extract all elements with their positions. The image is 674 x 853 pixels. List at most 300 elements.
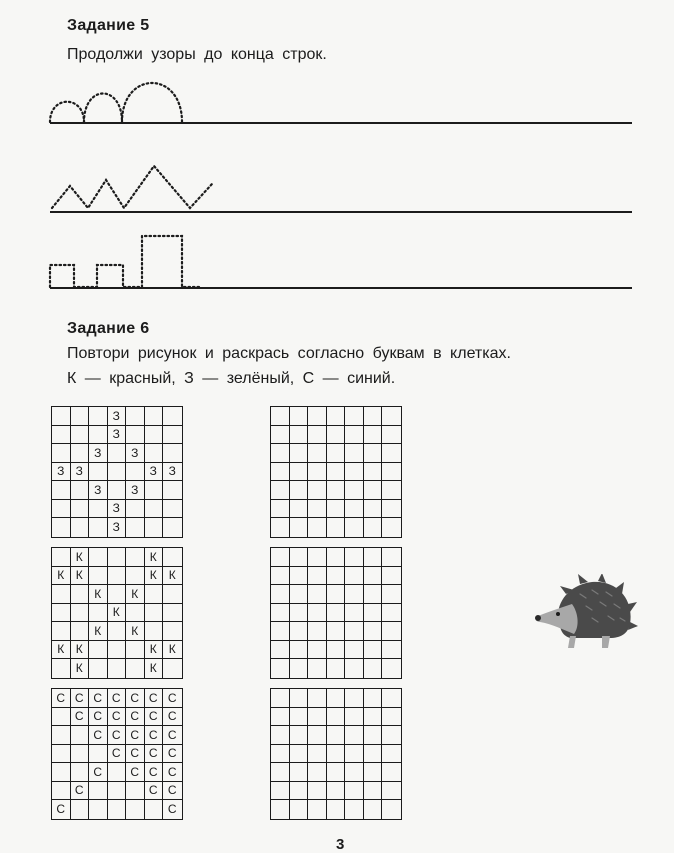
- practice-cell[interactable]: [382, 689, 401, 708]
- practice-cell[interactable]: [345, 407, 364, 426]
- practice-cell[interactable]: [345, 763, 364, 782]
- practice-cell[interactable]: [382, 585, 401, 604]
- practice-cell[interactable]: [382, 426, 401, 445]
- practice-cell[interactable]: [345, 500, 364, 519]
- grid-cell: [145, 800, 164, 819]
- grid-cell: [89, 641, 108, 660]
- practice-cell[interactable]: [382, 622, 401, 641]
- grid-letter-cell: К: [163, 641, 182, 660]
- practice-cell[interactable]: [271, 763, 290, 782]
- practice-cell[interactable]: [290, 689, 309, 708]
- grid-cell: [145, 622, 164, 641]
- practice-cell[interactable]: [290, 481, 309, 500]
- grid-letter-cell: К: [71, 659, 90, 678]
- grid-letter-cell: С: [108, 708, 127, 727]
- practice-cell[interactable]: [327, 689, 346, 708]
- grid-letter-cell: С: [126, 708, 145, 727]
- grid-cell: [163, 622, 182, 641]
- practice-cell[interactable]: [308, 800, 327, 819]
- practice-cell[interactable]: [308, 567, 327, 586]
- practice-cell[interactable]: [345, 745, 364, 764]
- practice-cell[interactable]: [382, 782, 401, 801]
- practice-cell[interactable]: [271, 622, 290, 641]
- practice-cell[interactable]: [308, 782, 327, 801]
- blue-example-grid: [51, 688, 183, 820]
- practice-cell[interactable]: [345, 567, 364, 586]
- grid-cell: [145, 407, 164, 426]
- practice-cell[interactable]: [308, 481, 327, 500]
- practice-cell[interactable]: [308, 407, 327, 426]
- grid-cell: [89, 426, 108, 445]
- practice-cell[interactable]: [345, 782, 364, 801]
- green-example-grid: [51, 406, 183, 538]
- practice-cell[interactable]: [271, 800, 290, 819]
- practice-cell[interactable]: [364, 481, 383, 500]
- practice-cell[interactable]: [345, 708, 364, 727]
- grid-cell: [89, 659, 108, 678]
- grid-letter-cell: С: [163, 745, 182, 764]
- grid-cell: [126, 407, 145, 426]
- grid-cell: [89, 500, 108, 519]
- grid-cell: [126, 426, 145, 445]
- practice-cell[interactable]: [271, 407, 290, 426]
- grid-letter-cell: С: [145, 689, 164, 708]
- task-5-instruction: Продолжи узоры до конца строк.: [67, 46, 327, 63]
- grid-cell: [163, 444, 182, 463]
- practice-cell[interactable]: [382, 745, 401, 764]
- practice-cell[interactable]: [327, 463, 346, 482]
- hedgehog-nose: [535, 615, 541, 621]
- practice-cell[interactable]: [364, 518, 383, 537]
- grid-letter-cell: С: [126, 689, 145, 708]
- practice-cell[interactable]: [327, 708, 346, 727]
- grid-letter-cell: З: [71, 463, 90, 482]
- grid-letter-cell: С: [145, 782, 164, 801]
- grid-cell: [163, 426, 182, 445]
- practice-cell[interactable]: [290, 800, 309, 819]
- grid-cell: [108, 444, 127, 463]
- practice-cell[interactable]: [308, 426, 327, 445]
- hedgehog-leg-back: [602, 636, 610, 648]
- practice-cell[interactable]: [364, 567, 383, 586]
- practice-cell[interactable]: [327, 763, 346, 782]
- practice-cell[interactable]: [345, 726, 364, 745]
- practice-cell[interactable]: [327, 800, 346, 819]
- practice-cell[interactable]: [364, 745, 383, 764]
- grid-letter-cell: С: [163, 708, 182, 727]
- grid-letter-cell: К: [71, 641, 90, 660]
- grid-letter-cell: К: [108, 604, 127, 623]
- practice-cell[interactable]: [327, 659, 346, 678]
- grid-cell: [145, 500, 164, 519]
- blue-practice-grid[interactable]: [270, 688, 402, 820]
- grid-letter-cell: С: [145, 745, 164, 764]
- grid-letter-cell: С: [89, 726, 108, 745]
- practice-cell[interactable]: [308, 689, 327, 708]
- grid-cell: [52, 745, 71, 764]
- practice-cell[interactable]: [290, 585, 309, 604]
- practice-cell[interactable]: [271, 500, 290, 519]
- grid-cell: [52, 407, 71, 426]
- grid-cell: [108, 548, 127, 567]
- grid-letter-cell: З: [108, 500, 127, 519]
- practice-cell[interactable]: [382, 500, 401, 519]
- grid-cell: [145, 585, 164, 604]
- grid-cell: [89, 463, 108, 482]
- hedgehog-leg-front: [568, 636, 576, 648]
- practice-cell[interactable]: [364, 659, 383, 678]
- grid-cell: [52, 763, 71, 782]
- grid-letter-cell: С: [108, 745, 127, 764]
- grid-letter-cell: З: [89, 444, 108, 463]
- grid-cell: [89, 407, 108, 426]
- grid-letter-cell: С: [89, 689, 108, 708]
- practice-cell[interactable]: [308, 641, 327, 660]
- practice-cell[interactable]: [308, 444, 327, 463]
- arch-pattern: [50, 83, 182, 122]
- grid-letter-cell: З: [163, 463, 182, 482]
- grid-letter-cell: З: [89, 481, 108, 500]
- practice-cell[interactable]: [327, 622, 346, 641]
- green-practice-grid[interactable]: [270, 406, 402, 538]
- grid-cell: [89, 518, 108, 537]
- grid-cell: [108, 763, 127, 782]
- practice-cell[interactable]: [345, 622, 364, 641]
- practice-cell[interactable]: [290, 782, 309, 801]
- task-6-instruction-line-2: К — красный, З — зелёный, С — синий.: [67, 370, 396, 387]
- practice-cell[interactable]: [364, 604, 383, 623]
- practice-cell[interactable]: [382, 407, 401, 426]
- practice-cell[interactable]: [308, 463, 327, 482]
- grid-cell: [163, 548, 182, 567]
- practice-cell[interactable]: [271, 585, 290, 604]
- grid-cell: [145, 604, 164, 623]
- grid-letter-cell: С: [126, 745, 145, 764]
- practice-cell[interactable]: [308, 585, 327, 604]
- grid-cell: [71, 481, 90, 500]
- practice-cell[interactable]: [290, 622, 309, 641]
- grid-cell: [71, 407, 90, 426]
- practice-cell[interactable]: [308, 500, 327, 519]
- grid-cell: [126, 800, 145, 819]
- grid-cell: [52, 500, 71, 519]
- red-example-grid: [51, 547, 183, 679]
- grid-cell: [108, 463, 127, 482]
- practice-cell[interactable]: [327, 518, 346, 537]
- grid-cell: [108, 641, 127, 660]
- grid-cell: [145, 518, 164, 537]
- practice-cell[interactable]: [364, 800, 383, 819]
- practice-cell[interactable]: [308, 622, 327, 641]
- zigzag-pattern: [52, 166, 212, 208]
- practice-cell[interactable]: [327, 426, 346, 445]
- grid-cell: [108, 622, 127, 641]
- grid-cell: [52, 622, 71, 641]
- grid-letter-cell: К: [126, 622, 145, 641]
- practice-cell[interactable]: [308, 518, 327, 537]
- grid-cell: [52, 426, 71, 445]
- practice-cell[interactable]: [290, 548, 309, 567]
- grid-letter-cell: К: [89, 622, 108, 641]
- practice-cell[interactable]: [364, 426, 383, 445]
- practice-cell[interactable]: [271, 708, 290, 727]
- grid-letter-cell: С: [71, 708, 90, 727]
- grid-letter-cell: С: [163, 763, 182, 782]
- grid-cell: [89, 745, 108, 764]
- practice-cell[interactable]: [364, 622, 383, 641]
- practice-cell[interactable]: [382, 641, 401, 660]
- practice-cell[interactable]: [327, 641, 346, 660]
- practice-cell[interactable]: [345, 481, 364, 500]
- grid-cell: [145, 481, 164, 500]
- hedgehog-eye: [556, 612, 560, 616]
- practice-cell[interactable]: [382, 763, 401, 782]
- grid-cell: [108, 585, 127, 604]
- practice-cell[interactable]: [327, 726, 346, 745]
- practice-cell[interactable]: [327, 585, 346, 604]
- grid-letter-cell: З: [126, 481, 145, 500]
- grid-letter-cell: К: [145, 641, 164, 660]
- grid-cell: [108, 567, 127, 586]
- practice-cell[interactable]: [290, 726, 309, 745]
- practice-cell[interactable]: [327, 481, 346, 500]
- grid-cell: [163, 659, 182, 678]
- practice-cell[interactable]: [271, 604, 290, 623]
- grid-letter-cell: З: [108, 407, 127, 426]
- grid-cell: [163, 604, 182, 623]
- grid-cell: [108, 481, 127, 500]
- grid-letter-cell: З: [145, 463, 164, 482]
- practice-cell[interactable]: [271, 689, 290, 708]
- grid-cell: [52, 604, 71, 623]
- practice-cell[interactable]: [382, 708, 401, 727]
- grid-cell: [89, 567, 108, 586]
- practice-cell[interactable]: [345, 585, 364, 604]
- practice-cell[interactable]: [382, 444, 401, 463]
- grid-cell: [52, 782, 71, 801]
- practice-cell[interactable]: [364, 708, 383, 727]
- task-6-title: Задание 6: [67, 320, 150, 337]
- practice-cell[interactable]: [290, 659, 309, 678]
- practice-cell[interactable]: [345, 518, 364, 537]
- practice-cell[interactable]: [271, 726, 290, 745]
- practice-cell[interactable]: [290, 763, 309, 782]
- practice-cell[interactable]: [364, 444, 383, 463]
- practice-cell[interactable]: [308, 763, 327, 782]
- practice-cell[interactable]: [364, 585, 383, 604]
- grid-letter-cell: К: [163, 567, 182, 586]
- practice-cell[interactable]: [364, 782, 383, 801]
- grid-cell: [52, 726, 71, 745]
- square-wave-pattern: [50, 236, 200, 287]
- practice-cell[interactable]: [290, 426, 309, 445]
- practice-cell[interactable]: [327, 444, 346, 463]
- grid-cell: [71, 726, 90, 745]
- practice-cell[interactable]: [364, 726, 383, 745]
- task-5-title: Задание 5: [67, 17, 150, 34]
- practice-cell[interactable]: [364, 689, 383, 708]
- grid-cell: [126, 548, 145, 567]
- practice-cell[interactable]: [271, 567, 290, 586]
- grid-cell: [71, 426, 90, 445]
- grid-cell: [52, 444, 71, 463]
- practice-cell[interactable]: [364, 641, 383, 660]
- practice-cell[interactable]: [290, 745, 309, 764]
- practice-cell[interactable]: [382, 463, 401, 482]
- grid-letter-cell: К: [71, 548, 90, 567]
- grid-cell: [163, 585, 182, 604]
- grid-cell: [71, 800, 90, 819]
- practice-cell[interactable]: [345, 444, 364, 463]
- grid-letter-cell: З: [108, 426, 127, 445]
- grid-cell: [89, 604, 108, 623]
- practice-cell[interactable]: [290, 463, 309, 482]
- grid-letter-cell: С: [89, 763, 108, 782]
- grid-cell: [163, 407, 182, 426]
- grid-letter-cell: З: [52, 463, 71, 482]
- grid-letter-cell: С: [126, 763, 145, 782]
- practice-cell[interactable]: [345, 659, 364, 678]
- grid-letter-cell: С: [71, 689, 90, 708]
- practice-cell[interactable]: [345, 641, 364, 660]
- practice-cell[interactable]: [327, 745, 346, 764]
- grid-letter-cell: С: [108, 726, 127, 745]
- grid-cell: [145, 444, 164, 463]
- practice-cell[interactable]: [345, 463, 364, 482]
- grid-cell: [163, 500, 182, 519]
- red-practice-grid[interactable]: [270, 547, 402, 679]
- grid-letter-cell: С: [108, 689, 127, 708]
- grid-cell: [126, 518, 145, 537]
- practice-cell[interactable]: [271, 782, 290, 801]
- practice-cell[interactable]: [271, 745, 290, 764]
- practice-cell[interactable]: [308, 708, 327, 727]
- practice-cell[interactable]: [290, 407, 309, 426]
- practice-cell[interactable]: [290, 500, 309, 519]
- grid-letter-cell: С: [167, 802, 177, 817]
- practice-cell[interactable]: [271, 641, 290, 660]
- grid-cell: [108, 800, 127, 819]
- grid-cell: [71, 763, 90, 782]
- grid-cell: [126, 463, 145, 482]
- grid-letter-cell: С: [52, 689, 71, 708]
- grid-cell: [163, 518, 182, 537]
- practice-cell[interactable]: [327, 604, 346, 623]
- grid-cell: [163, 481, 182, 500]
- practice-cell[interactable]: [327, 548, 346, 567]
- practice-cell[interactable]: [271, 463, 290, 482]
- practice-cell[interactable]: [290, 604, 309, 623]
- practice-cell[interactable]: [345, 426, 364, 445]
- practice-cell[interactable]: [327, 500, 346, 519]
- practice-cell[interactable]: [345, 548, 364, 567]
- practice-cell[interactable]: [271, 444, 290, 463]
- practice-cell[interactable]: [308, 659, 327, 678]
- practice-cell[interactable]: [290, 567, 309, 586]
- grid-letter-cell: С: [126, 726, 145, 745]
- practice-cell[interactable]: [271, 659, 290, 678]
- practice-cell[interactable]: [308, 548, 327, 567]
- grid-cell: [89, 548, 108, 567]
- grid-cell: [126, 641, 145, 660]
- grid-cell: [52, 585, 71, 604]
- practice-cell[interactable]: [345, 689, 364, 708]
- grid-letter-cell: С: [52, 800, 71, 819]
- grid-letter-cell: С: [163, 782, 182, 801]
- grid-cell: [126, 604, 145, 623]
- grid-cell: [71, 585, 90, 604]
- grid-letter-cell: К: [126, 585, 145, 604]
- grid-cell: [126, 500, 145, 519]
- grid-letter-cell: З: [108, 518, 127, 537]
- practice-cell[interactable]: [327, 567, 346, 586]
- practice-cell[interactable]: [290, 444, 309, 463]
- practice-cell[interactable]: [327, 407, 346, 426]
- grid-letter-cell: С: [163, 726, 182, 745]
- practice-cell[interactable]: [271, 426, 290, 445]
- practice-cell[interactable]: [271, 548, 290, 567]
- practice-cell[interactable]: [290, 518, 309, 537]
- grid-cell: [52, 518, 71, 537]
- practice-cell[interactable]: [364, 763, 383, 782]
- grid-letter-cell: С: [71, 782, 90, 801]
- grid-letter-cell: К: [145, 659, 164, 678]
- practice-cell[interactable]: [382, 567, 401, 586]
- grid-cell: [71, 500, 90, 519]
- practice-cell[interactable]: [364, 463, 383, 482]
- practice-cell[interactable]: [290, 641, 309, 660]
- practice-cell[interactable]: [271, 518, 290, 537]
- grid-cell: [126, 567, 145, 586]
- grid-cell: [52, 659, 71, 678]
- practice-cell[interactable]: [308, 726, 327, 745]
- practice-cell[interactable]: [382, 800, 401, 819]
- practice-cell[interactable]: [382, 481, 401, 500]
- practice-cell[interactable]: [308, 604, 327, 623]
- grid-letter-cell: С: [163, 689, 182, 708]
- practice-cell[interactable]: [364, 548, 383, 567]
- grid-letter-cell: К: [145, 548, 164, 567]
- grid-cell: [52, 708, 71, 727]
- practice-cell[interactable]: [345, 604, 364, 623]
- practice-cell[interactable]: [271, 481, 290, 500]
- practice-cell[interactable]: [364, 407, 383, 426]
- practice-cell[interactable]: [345, 800, 364, 819]
- grid-letter-cell: С: [145, 763, 164, 782]
- grid-letter-cell: К: [145, 567, 164, 586]
- practice-cell[interactable]: [382, 726, 401, 745]
- grid-cell: [71, 622, 90, 641]
- practice-cell[interactable]: [382, 518, 401, 537]
- grid-letter-cell: К: [52, 567, 71, 586]
- practice-cell[interactable]: [382, 604, 401, 623]
- practice-cell[interactable]: [290, 708, 309, 727]
- grid-letter-cell: С: [145, 726, 164, 745]
- grid-cell: [126, 782, 145, 801]
- practice-cell[interactable]: [327, 782, 346, 801]
- grid-cell: [71, 604, 90, 623]
- grid-cell: [145, 426, 164, 445]
- practice-cell[interactable]: [382, 659, 401, 678]
- grid-letter-cell: С: [89, 708, 108, 727]
- practice-cell[interactable]: [364, 500, 383, 519]
- grid-cell: [108, 659, 127, 678]
- grid-cell: [52, 481, 71, 500]
- hedgehog-illustration: [530, 574, 640, 654]
- grid-cell: [126, 659, 145, 678]
- practice-cell[interactable]: [382, 548, 401, 567]
- practice-cell[interactable]: [308, 745, 327, 764]
